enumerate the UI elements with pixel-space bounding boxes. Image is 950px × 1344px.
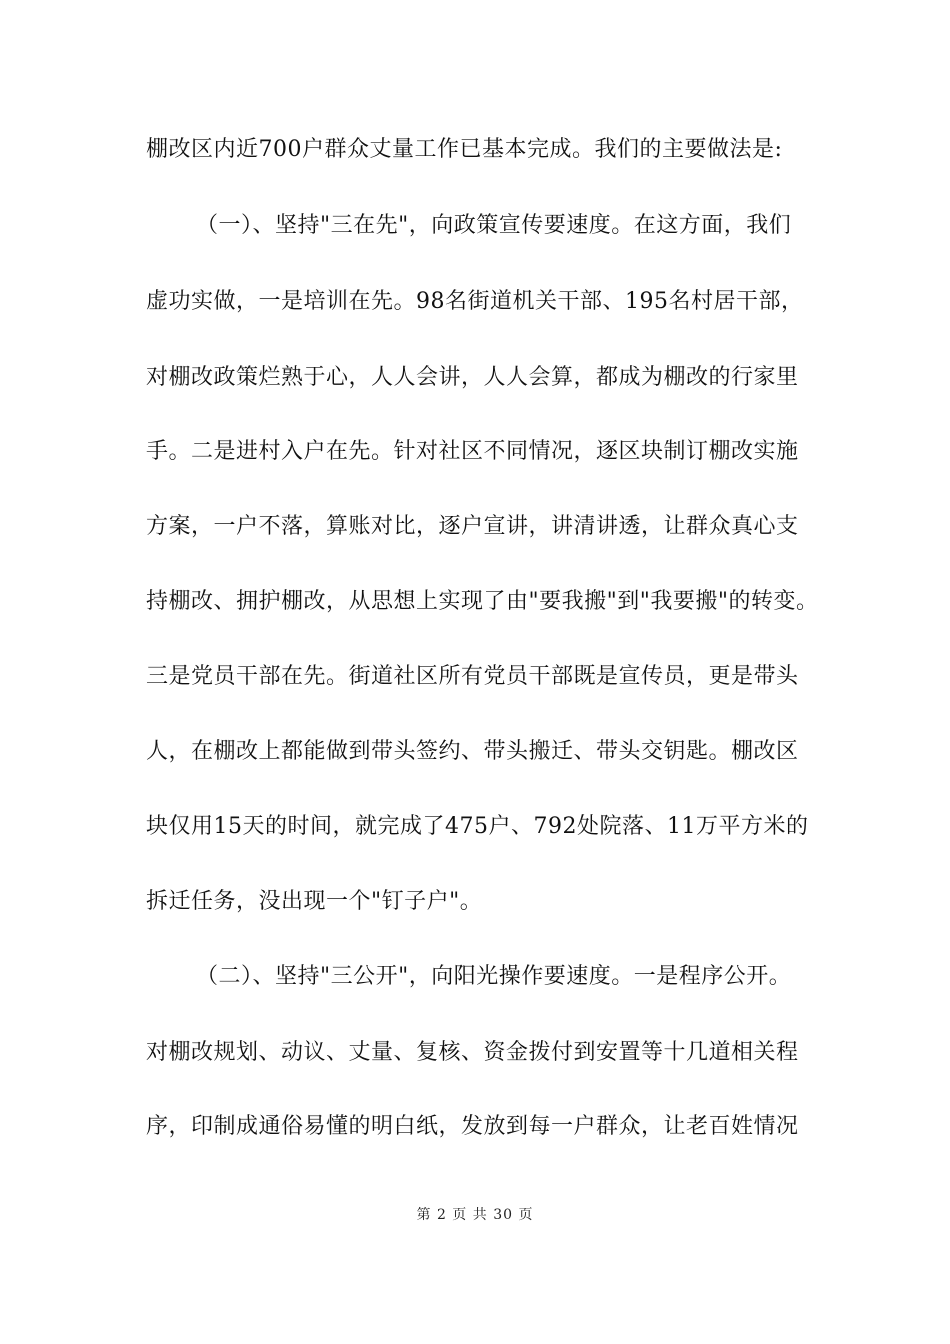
paragraph-line: 方案，一户不落，算账对比，逐户宣讲，讲清讲透，让群众真心支 bbox=[146, 514, 799, 539]
paragraph-line: 序，印制成通俗易懂的明白纸，发放到每一户群众，让老百姓情况 bbox=[146, 1114, 799, 1139]
paragraph-line: 人，在棚改上都能做到带头签约、带头搬迁、带头交钥匙。棚改区 bbox=[146, 739, 799, 764]
paragraph-line: 虚功实做，一是培训在先。98名街道机关干部、195名村居干部， bbox=[146, 289, 804, 314]
paragraph-line: 块仅用15天的时间，就完成了475户、792处院落、11万平方米的 bbox=[146, 814, 809, 839]
paragraph-line: 对棚改规划、动议、丈量、复核、资金拨付到安置等十几道相关程 bbox=[146, 1040, 799, 1065]
paragraph-line: 拆迁任务，没出现一个"钉子户"。 bbox=[146, 889, 483, 914]
paragraph-line: 三是党员干部在先。街道社区所有党员干部既是宣传员，更是带头 bbox=[146, 664, 799, 689]
page-number-footer: 第 2 页 共 30 页 bbox=[416, 1207, 534, 1223]
paragraph-line: 对棚改政策烂熟于心，人人会讲，人人会算，都成为棚改的行家里 bbox=[146, 365, 799, 390]
section-heading-line: （一）、坚持"三在先"，向政策宣传要速度。在这方面，我们 bbox=[196, 213, 792, 238]
section-heading-line: （二）、坚持"三公开"，向阳光操作要速度。一是程序公开。 bbox=[196, 964, 792, 989]
paragraph-line: 棚改区内近700户群众丈量工作已基本完成。我们的主要做法是: bbox=[146, 137, 783, 162]
paragraph-line: 持棚改、拥护棚改，从思想上实现了由"要我搬"到"我要搬"的转变。 bbox=[146, 589, 819, 614]
paragraph-line: 手。二是进村入户在先。针对社区不同情况，逐区块制订棚改实施 bbox=[146, 439, 799, 464]
